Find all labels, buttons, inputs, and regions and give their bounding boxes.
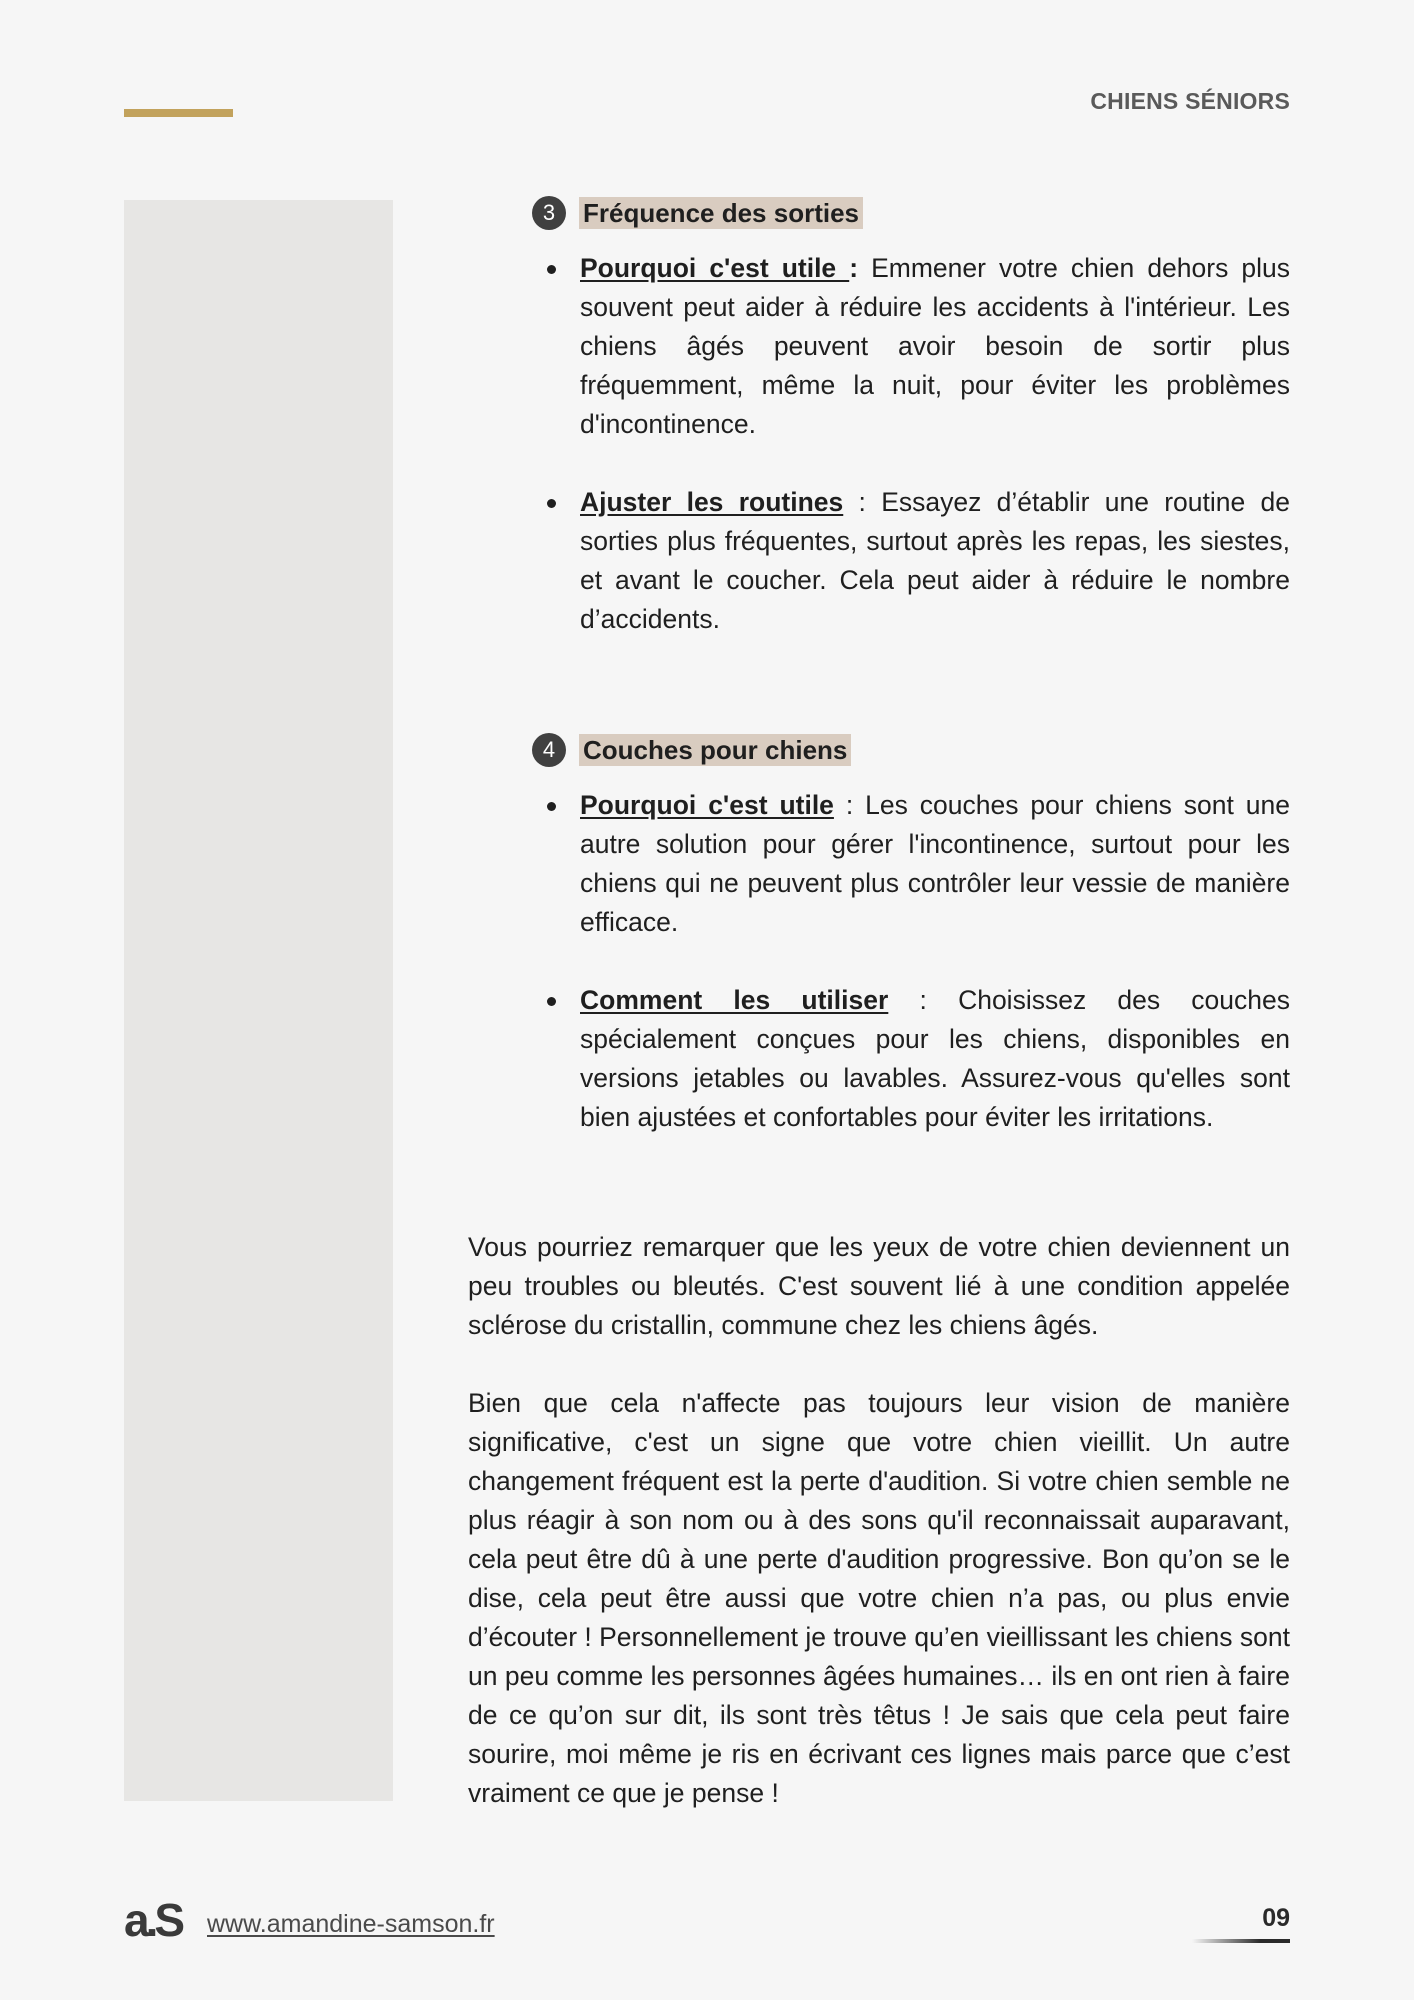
page-number: 09: [1262, 1904, 1290, 1932]
bullet-icon: [547, 265, 556, 274]
bullet-text: Emmener votre chien dehors plus souvent peut aider à réduire les accidents à l'intérieur. Les chiens âgés peuvent avoir besoin de sortir plus fréquemment, même la nuit, pour éviter les problèmes d'incontinence.: [580, 253, 1290, 439]
section-heading: [532, 195, 1290, 231]
bullet-term: Ajuster les routines: [580, 487, 844, 517]
list-item: [532, 981, 1290, 1137]
section-title: Fréquence des sorties: [579, 197, 863, 229]
website-link[interactable]: www.amandine-samson.fr: [207, 1910, 495, 1938]
section-frequence-des-sorties: [532, 195, 1290, 639]
side-panel: [124, 200, 393, 1801]
section-heading: [532, 732, 1290, 768]
bullet-icon: [547, 802, 556, 811]
bullet-list: [532, 249, 1290, 639]
bullet-text: Essayez d’établir une routine de sorties plus fréquentes, surtout après les repas, les siestes, et avant le coucher. Cela peut aider à réduire le nombre d’accidents.: [580, 487, 1290, 634]
bullet-icon: [547, 499, 556, 508]
bullet-separator: :: [833, 790, 854, 820]
bullet-text: Les couches pour chiens sont une autre solution pour gérer l'incontinence, surtout pour les chiens qui ne peuvent plus contrôler leur vessie de manière efficace.: [580, 790, 1291, 937]
page-number-underline: [1192, 1939, 1290, 1943]
section-number-badge: 4: [532, 733, 566, 767]
bullet-term: Comment les utiliser: [580, 985, 889, 1015]
bullet-text: Choisissez des couches spécialement conçues pour les chiens, disponibles en versions jetables ou lavables. Assurez-vous qu'elles sont bien ajustées et confortables pour éviter les irritations.: [580, 985, 1290, 1132]
bullet-term: Pourquoi c'est utile: [580, 790, 834, 820]
section-title: Couches pour chiens: [579, 734, 851, 766]
body-paragraph: Bien que cela n'affecte pas toujours leur vision de manière significative, c'est un signe que votre chien vieillit. Un autre changement fréquent est la perte d'audition. Si votre chien semble ne plus réagir à son nom ou à des sons qu'il reconnaissait auparavant, cela peut être dû à une perte d'audition progressive. Bon qu’on se le dise, cela peut être aussi que votre chien n’a pas, ou plus envie d’écouter ! Personnellement je trouve qu’en vieillissant les chiens sont un peu comme les personnes âgées humaines… ils en ont rien à faire de ce qu’on sur dit, ils sont très têtus ! Je sais que cela peut faire sourire, moi même je ris en écrivant ces lignes mais parce que c’est vraiment ce que je pense !: [468, 1388, 1290, 1808]
bullet-list: [532, 786, 1290, 1137]
section-couches-pour-chiens: [532, 732, 1290, 1137]
bullet-separator: :: [843, 487, 866, 517]
list-item: [532, 786, 1290, 942]
brand-logo: a.S: [124, 1894, 182, 1946]
main-content: [468, 195, 1290, 1813]
bullet-term: Pourquoi c'est utile: [580, 253, 850, 283]
header-accent-bar: [124, 109, 233, 117]
section-number-badge: 3: [532, 196, 566, 230]
bullet-icon: [547, 997, 556, 1006]
list-item: [532, 249, 1290, 444]
bullet-separator: :: [849, 253, 859, 283]
header-title: CHIENS SÉNIORS: [1090, 88, 1290, 114]
bullet-separator: :: [888, 985, 927, 1015]
body-paragraph: Vous pourriez remarquer que les yeux de votre chien deviennent un peu troubles ou bleutés. C'est souvent lié à une condition appelée sclérose du cristallin, commune chez les chiens âgés.: [468, 1232, 1290, 1340]
list-item: [532, 483, 1290, 639]
